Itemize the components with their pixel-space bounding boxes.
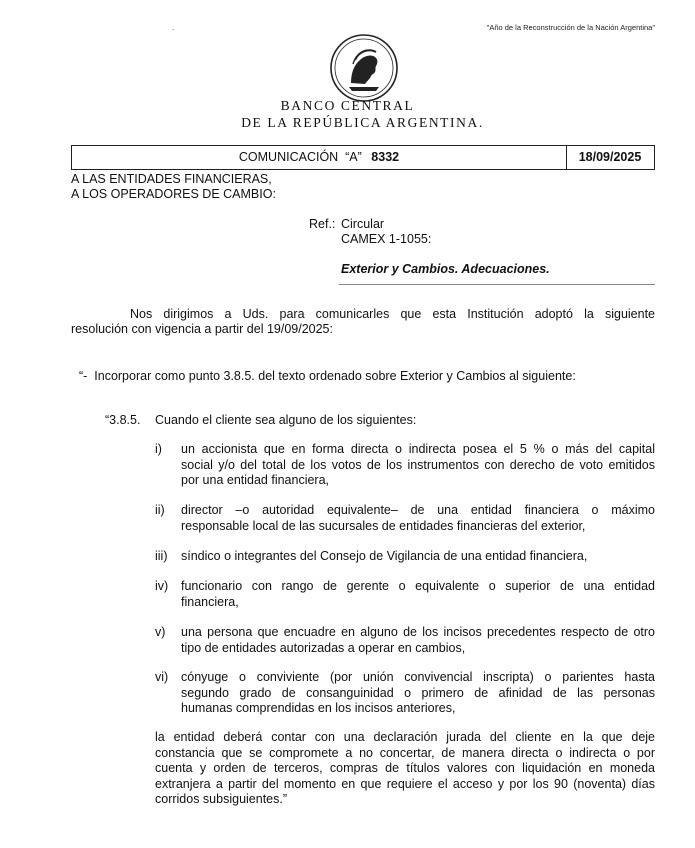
closing-line: la entidad deberá contar con una declaración jurada del cliente en la que deje bbox=[155, 730, 655, 744]
recipient-line: A LOS OPERADORES DE CAMBIO: bbox=[71, 187, 276, 201]
closing-paragraph bbox=[155, 730, 655, 808]
item-text-line: por una entidad financiera, bbox=[181, 473, 330, 487]
closing-line: extranjera a partir del momento en que requiere el acceso y por los 90 (noventa) días bbox=[155, 776, 655, 791]
item-text-line: tipo de entidades autorizadas a operar en cambios, bbox=[181, 640, 466, 655]
item-text-line: financiera, bbox=[181, 594, 239, 609]
header-mark: . bbox=[172, 23, 175, 32]
item-text-line: síndico o integrantes del Consejo de Vigilancia de una entidad financiera, bbox=[181, 549, 588, 563]
point-text: Cuando el cliente sea alguno de los siguientes: bbox=[155, 413, 417, 427]
item-number: iii) bbox=[155, 549, 168, 563]
ref-line: CAMEX 1-1055: bbox=[341, 232, 432, 246]
item-number: vi) bbox=[155, 670, 169, 684]
ref-label: Ref.: bbox=[309, 217, 336, 231]
item-text-line: humanas comprendidas en los incisos anteriores, bbox=[181, 701, 456, 715]
closing-line: cuenta y orden de terceros, compras de títulos valores con liquidación en moneda bbox=[155, 761, 655, 775]
intro-line: Nos dirigimos a Uds. para comunicarles que esta Institución adoptó la siguiente bbox=[130, 307, 655, 321]
item-number: v) bbox=[155, 625, 166, 639]
communication-number: 8332 bbox=[371, 150, 400, 164]
item-text-line: segundo grado de consanguinidad o primero de afinidad de las personas bbox=[181, 685, 655, 700]
item-number: i) bbox=[155, 442, 162, 456]
item-text-line: director –o autoridad equivalente– de una entidad financiera o máximo bbox=[181, 503, 655, 517]
ref-subject: Exterior y Cambios. Adecuaciones. bbox=[341, 262, 550, 276]
item-text-line: funcionario con rango de gerente o equivalente o superior de una entidad bbox=[181, 579, 655, 593]
instruction-line: “- Incorporar como punto 3.8.5. del texto ordenado sobre Exterior y Cambios al siguiente: bbox=[79, 369, 576, 383]
bank-name-line2: DE LA REPÚBLICA ARGENTINA. bbox=[241, 115, 484, 130]
item-number: ii) bbox=[155, 503, 165, 517]
communication-label: COMUNICACIÓN “A” bbox=[238, 150, 362, 164]
item-text-line: una persona que encuadre en alguno de los incisos precedentes respecto de otro bbox=[181, 625, 655, 639]
ref-line: Circular bbox=[341, 217, 385, 231]
item-text-line: social y/o del total de los votos de los instrumentos con derecho de voto emitidos bbox=[181, 457, 655, 472]
recipient-line: A LAS ENTIDADES FINANCIERAS, bbox=[71, 172, 272, 186]
point-number: “3.8.5. bbox=[105, 413, 141, 427]
year-motto: "Año de la Reconstrucción de la Nación Argentina" bbox=[486, 23, 655, 32]
intro-line: resolución con vigencia a partir del 19/09/2025: bbox=[71, 322, 333, 336]
bank-name-line1: BANCO CENTRAL bbox=[280, 98, 415, 113]
closing-line: corridos subsiguientes.” bbox=[155, 792, 288, 806]
item-text-line: cónyuge o conviviente (por unión convivencial inscripta) o parientes hasta bbox=[181, 670, 655, 684]
item-text-line: un accionista que en forma directa o indirecta posea el 5 % o más del capital bbox=[181, 442, 655, 456]
closing-line: constancia que se compromete a no concertar, de manera directa o indirecta o por bbox=[155, 745, 655, 760]
communication-date: 18/09/2025 bbox=[578, 150, 642, 164]
item-text-line: responsable local de las sucursales de entidades financieras del exterior, bbox=[181, 518, 586, 533]
item-number: iv) bbox=[155, 579, 169, 593]
